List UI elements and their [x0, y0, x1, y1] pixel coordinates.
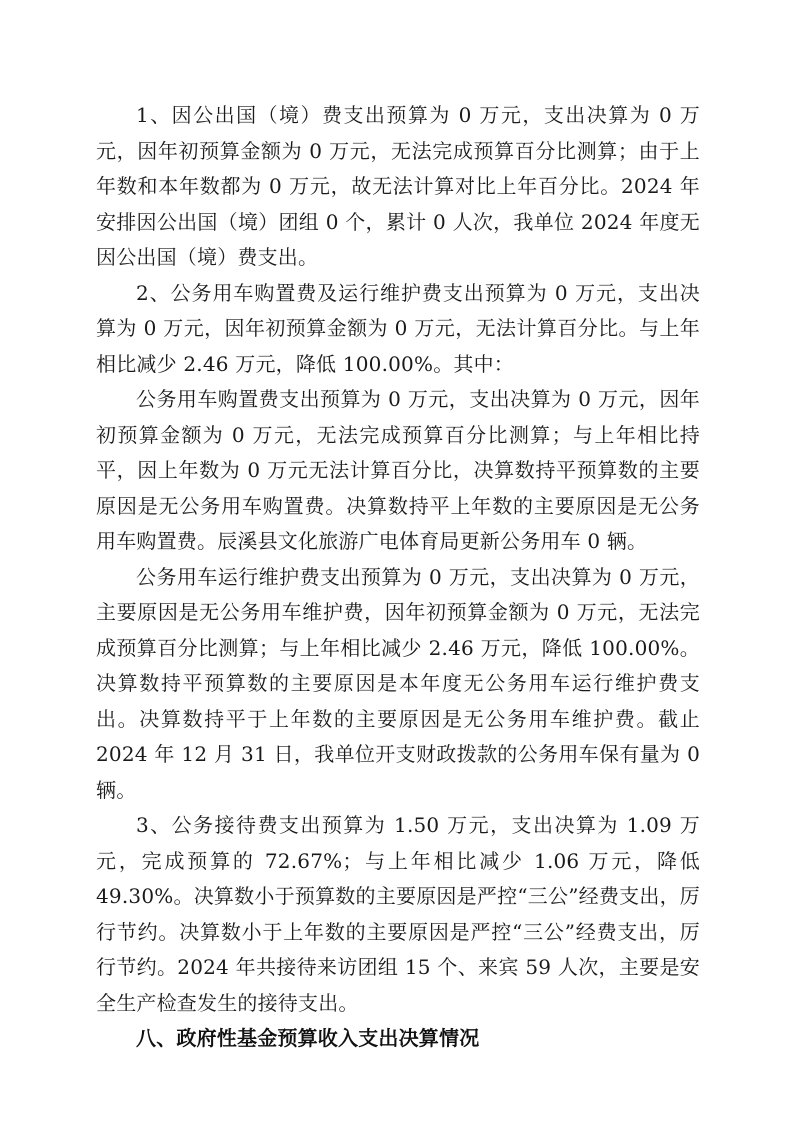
paragraph-reception-expenses: 3、公务接待费支出预算为 1.50 万元，支出决算为 1.09 万元，完成预算的 72.67%；与上年相比减少 1.06 万元，降低 49.30%。决算数小于预算数的主要原因是严控“三公”经费支出，厉行节约。决算数小于上年数的主要原因是严控“三公”经费支出，厉行节约。2024 年共接待来访团组 15 个、来宾 59 人次，主要是安全生产检查发生的接待支出。: [96, 813, 700, 1015]
paragraph-vehicle-maintenance: 公务用车运行维护费支出预算为 0 万元，支出决算为 0 万元，主要原因是无公务用车维护费，因年初预算金额为 0 万元，无法完成预算百分比测算；与上年相比减少 2.46 万元，降低 100.00%。决算数持平预算数的主要原因是本年度无公务用车运行维护费支出。决算数持平于上年数的主要原因是无公务用车维护费。截止 2024 年 12 月 31 日，我单位开支财政拨款的公务用车保有量为 0 辆。: [96, 564, 700, 802]
paragraph-vehicle-expenses: 2、公务用车购置费及运行维护费支出预算为 0 万元，支出决算为 0 万元，因年初预算金额为 0 万元，无法计算百分比。与上年相比减少 2.46 万元，降低 100.00%。其中：: [96, 280, 700, 376]
paragraph-overseas-travel: 1、因公出国（境）费支出预算为 0 万元，支出决算为 0 万元，因年初预算金额为 0 万元，无法完成预算百分比测算；由于上年数和本年数都为 0 万元，故无法计算对比上年百分比。2024 年安排因公出国（境）团组 0 个，累计 0 人次，我单位 2024 年度无因公出国（境）费支出。: [96, 103, 700, 269]
document-body: [96, 98, 700, 1057]
paragraph-vehicle-purchase: 公务用车购置费支出预算为 0 万元，支出决算为 0 万元，因年初预算金额为 0 万元，无法完成预算百分比测算；与上年相比持平，因上年数为 0 万元无法计算百分比，决算数持平预算数的主要原因是无公务用车购置费。决算数持平上年数的主要原因是无公务用车购置费。辰溪县文化旅游广电体育局更新公务用车 0 辆。: [96, 387, 700, 553]
section-heading: 八、政府性基金预算收入支出决算情况: [136, 1026, 480, 1050]
